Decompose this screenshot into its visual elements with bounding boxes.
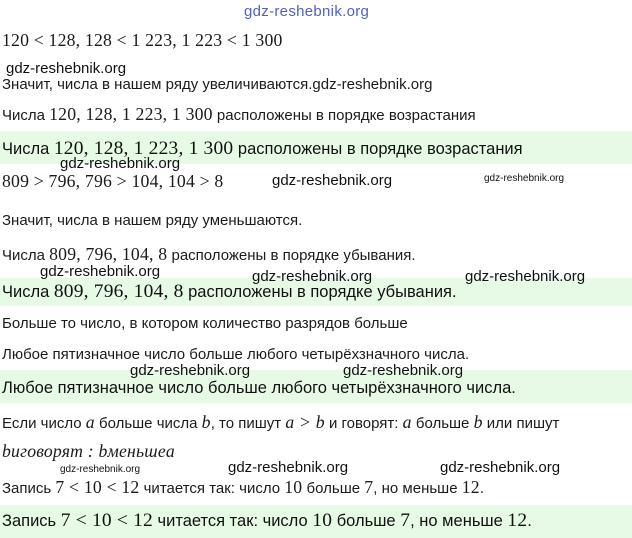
text-fragment: .	[479, 480, 484, 497]
watermark: gdz-reshebnik.org	[228, 459, 349, 476]
sentence: Любое пятизначное число больше любого четырёхзначного числа.	[2, 379, 516, 397]
math-expression: bиговорят : bменьшеa	[2, 441, 175, 461]
math-comparison-line	[2, 30, 283, 51]
math-variable: a	[402, 412, 412, 432]
sentence: Любое пятизначное число больше любого четырёхзначного числа.	[2, 346, 470, 363]
text-fragment: больше	[332, 512, 401, 530]
text-line	[2, 346, 469, 363]
text-fragment: .	[527, 512, 532, 530]
text-line	[2, 212, 302, 229]
sentence: Значит, числа в нашем ряду увеличиваются.	[2, 76, 313, 93]
watermark: gdz-reshebnik.org	[465, 268, 586, 285]
math-expression: 120, 128, 1 223, 1 300	[53, 138, 234, 159]
math-number: 7	[364, 477, 374, 497]
watermark: gdz-reshebnik.org	[130, 362, 251, 379]
math-expression: 809 > 796, 796 > 104, 104 > 8	[2, 171, 224, 191]
text-fragment: расположены в порядке убывания.	[183, 283, 457, 301]
text-fragment: , но меньше	[373, 480, 462, 497]
text-fragment: больше	[302, 480, 365, 497]
math-expression: 7 < 10 < 12	[55, 477, 140, 497]
watermark: gdz-reshebnik.org	[312, 76, 433, 93]
text-fragment: Запись	[2, 480, 56, 497]
text-line	[2, 76, 433, 93]
watermark-header: gdz-reshebnik.org	[244, 3, 370, 20]
math-number: 10	[312, 510, 333, 531]
watermark: gdz-reshebnik.org	[484, 173, 565, 184]
text-line	[2, 104, 476, 125]
watermark: gdz-reshebnik.org	[40, 263, 161, 280]
watermark: gdz-reshebnik.org	[272, 172, 393, 189]
text-fragment: расположены в порядке возрастания	[233, 140, 523, 158]
math-text-line	[2, 441, 175, 462]
watermark: gdz-reshebnik.org	[6, 60, 127, 77]
sentence: Значит, числа в нашем ряду уменьшаются.	[2, 212, 303, 229]
watermark: gdz-reshebnik.org	[60, 155, 181, 172]
math-variable: a	[85, 412, 95, 432]
math-comparison-line	[2, 171, 223, 192]
text-fragment: читается так: число	[139, 480, 285, 497]
text-fragment: Числа	[2, 107, 50, 124]
text-fragment: , но меньше	[410, 512, 508, 530]
math-expression: 809, 796, 104, 8	[53, 281, 184, 302]
math-expression: 120 < 128, 128 < 1 223, 1 223 < 1 300	[2, 30, 283, 50]
math-number: 12	[507, 510, 528, 531]
text-fragment: читается так: число	[152, 512, 313, 530]
highlighted-line	[2, 379, 516, 398]
highlighted-line	[2, 281, 457, 303]
text-fragment: Если число	[2, 415, 86, 432]
text-fragment: Числа	[2, 283, 54, 301]
highlighted-line	[2, 510, 532, 532]
text-fragment: больше	[411, 415, 474, 432]
math-expression: 120, 128, 1 223, 1 300	[49, 104, 213, 124]
text-fragment: больше числа	[94, 415, 202, 432]
text-line	[2, 477, 484, 498]
text-fragment: Числа	[2, 247, 50, 264]
math-number: 10	[284, 477, 303, 497]
math-variable: b	[201, 412, 211, 432]
watermark: gdz-reshebnik.org	[343, 362, 464, 379]
math-expression: 809, 796, 104, 8	[49, 244, 168, 264]
text-fragment: расположены в порядке возрастания	[212, 107, 476, 124]
text-line	[2, 315, 408, 332]
text-fragment: , то пишут	[210, 415, 286, 432]
text-fragment: расположены в порядке убывания.	[167, 247, 416, 264]
text-fragment: или пишут	[482, 415, 560, 432]
math-variable: b	[473, 412, 483, 432]
math-expression: a > b	[285, 412, 325, 432]
text-fragment: и говорят:	[324, 415, 403, 432]
watermark: gdz-reshebnik.org	[60, 464, 141, 475]
text-line	[2, 244, 416, 265]
sentence: Больше то число, в котором количество разрядов больше	[2, 315, 408, 332]
text-fragment: Запись	[2, 512, 61, 530]
watermark: gdz-reshebnik.org	[252, 268, 373, 285]
math-number: 12	[461, 477, 480, 497]
math-expression: 7 < 10 < 12	[60, 510, 153, 531]
watermark: gdz-reshebnik.org	[440, 459, 561, 476]
text-line	[2, 412, 559, 433]
math-number: 7	[400, 510, 411, 531]
text-fragment: Числа	[2, 140, 54, 158]
